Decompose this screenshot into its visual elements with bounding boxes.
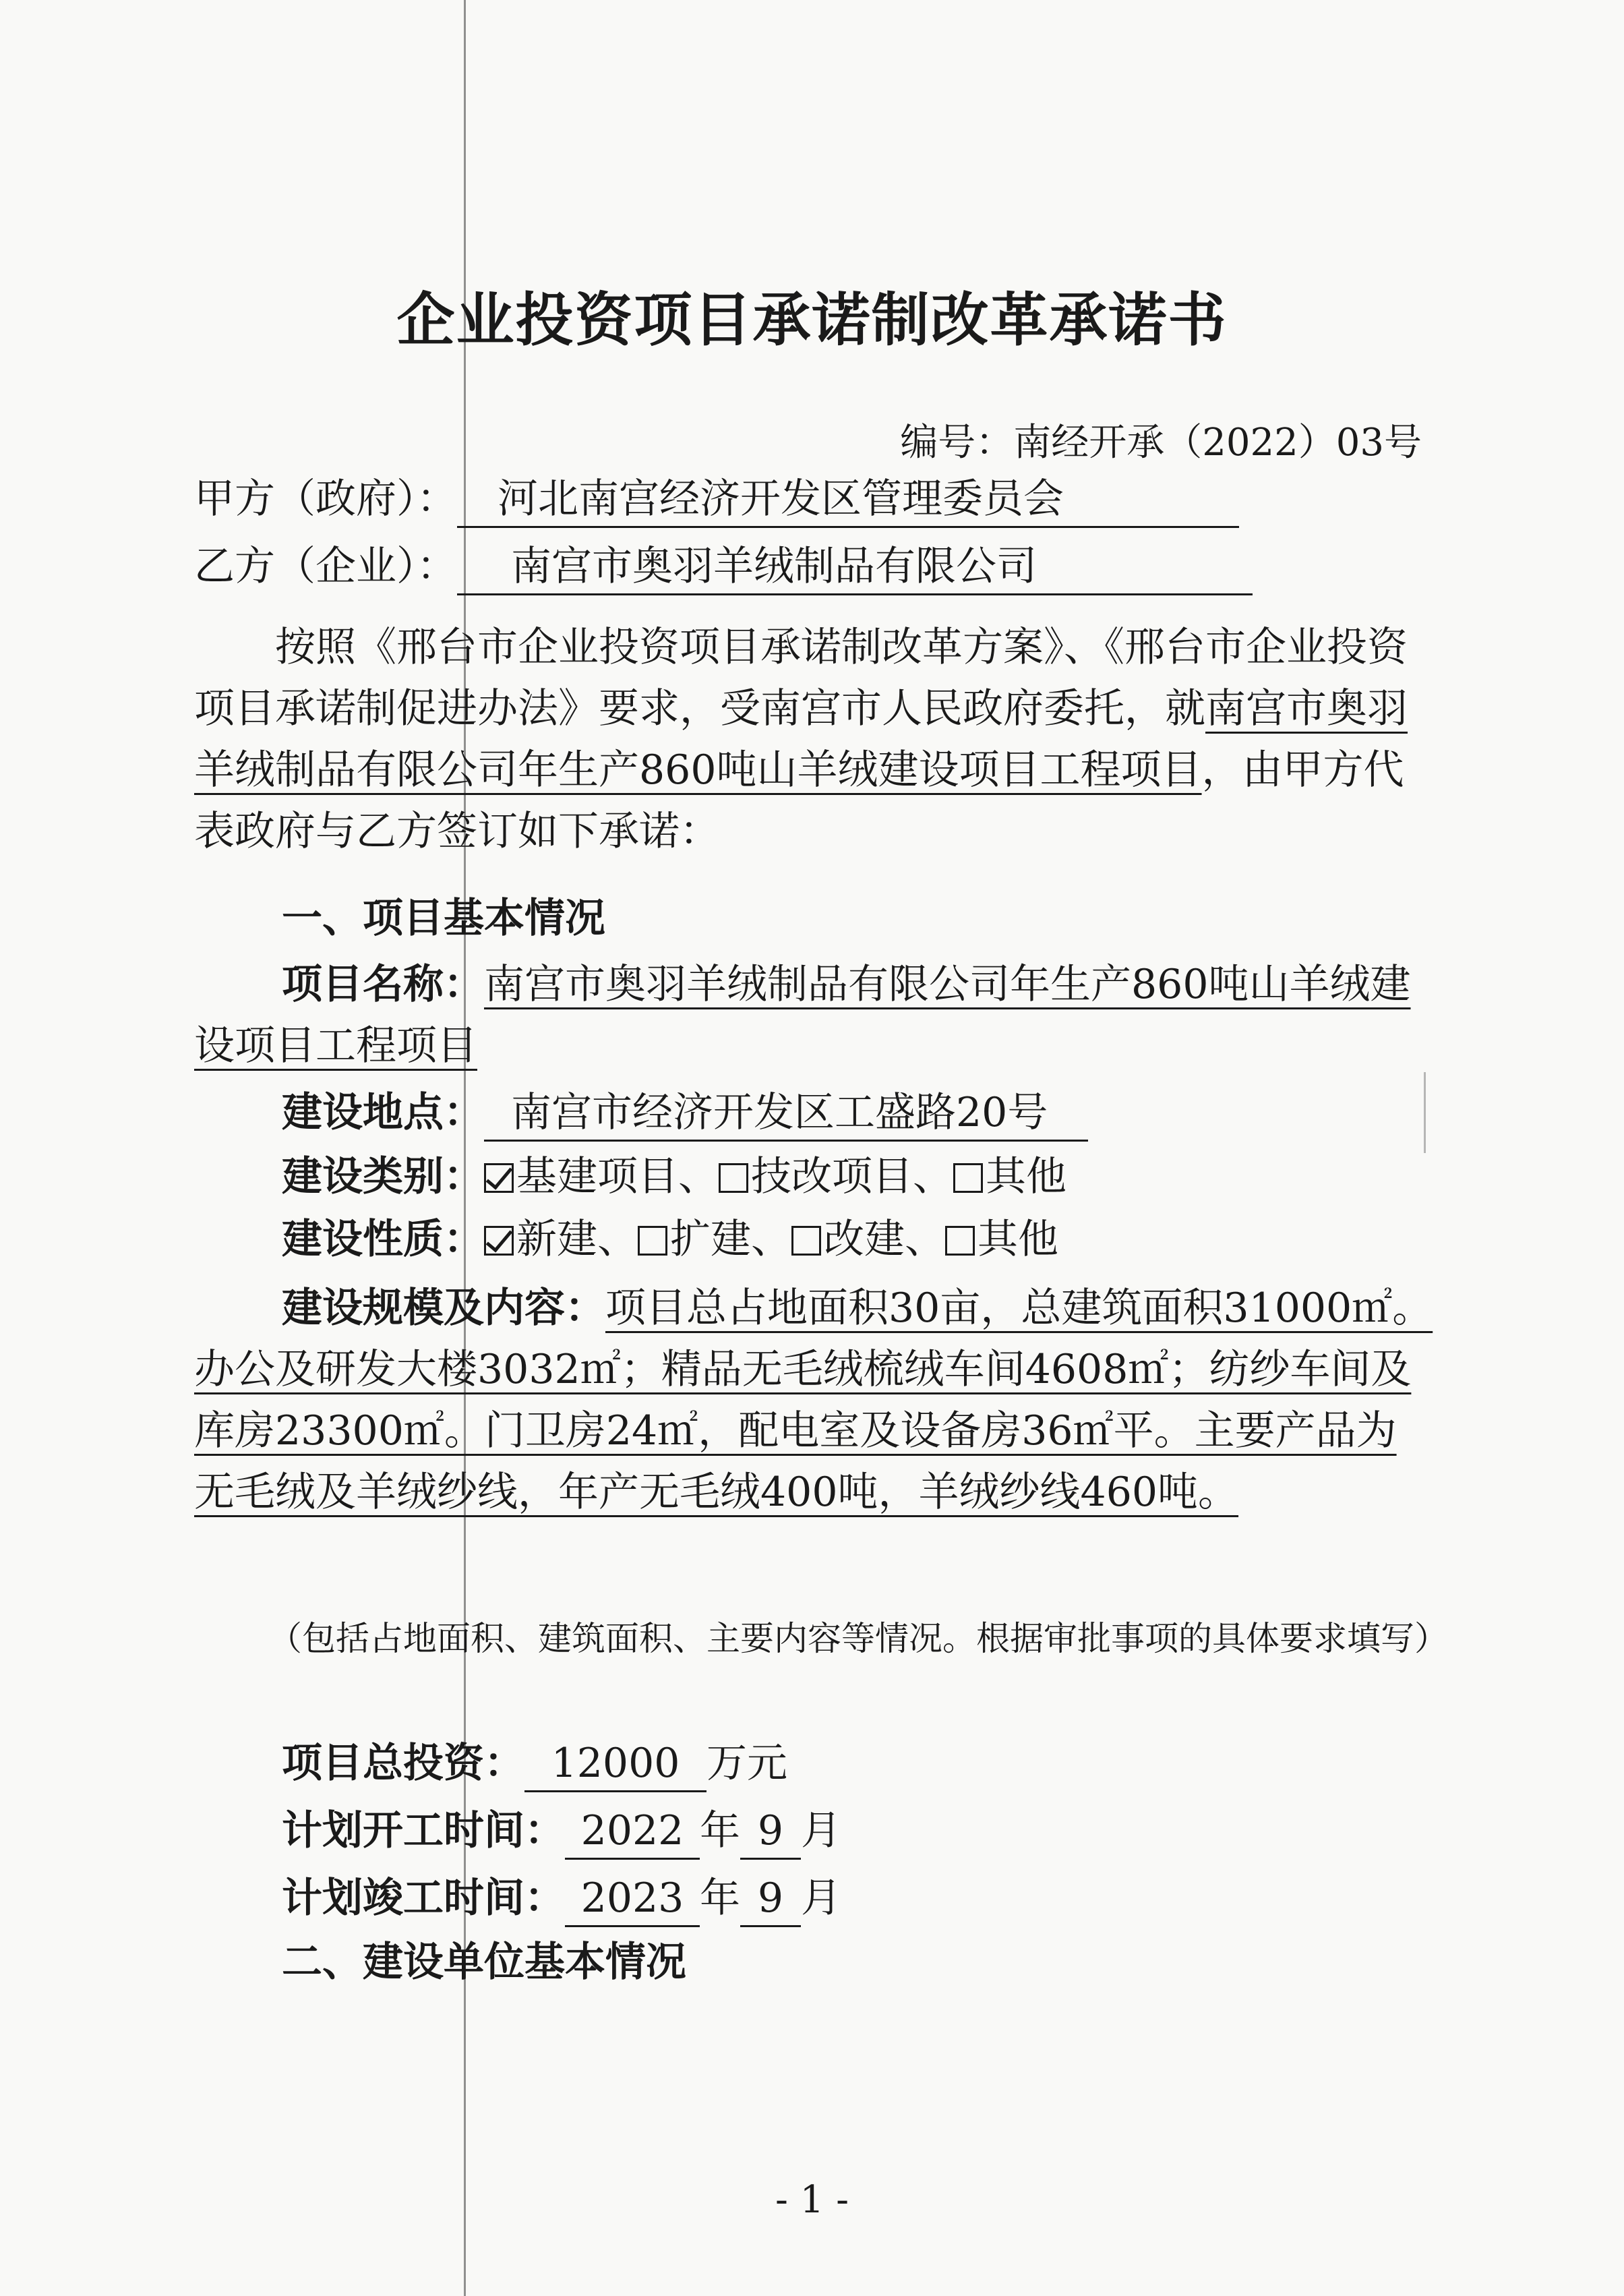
end-year-char: 年 (700, 1875, 740, 1922)
document-number: 编号：南经开承（2022）03号 (900, 421, 1422, 465)
document-title: 企业投资项目承诺制改革承诺书 (396, 287, 1228, 354)
location-value: 南宫市经济开发区工盛路20号 (484, 1092, 1088, 1142)
category-checkbox-2[interactable] (719, 1163, 748, 1193)
party-a-row (194, 475, 1239, 528)
category-label: 建设类别： (282, 1153, 484, 1200)
start-month-char: 月 (801, 1807, 841, 1854)
category-option-label-2: 技改项目、 (751, 1153, 953, 1200)
category-checkbox-3[interactable] (953, 1163, 983, 1193)
start-label: 计划开工时间： (282, 1807, 565, 1854)
location-row (282, 1089, 1088, 1142)
category-options (484, 1153, 1066, 1200)
party-b-value: 南宫市奥羽羊绒制品有限公司 (457, 546, 1253, 595)
investment-unit: 万元 (706, 1740, 787, 1787)
nature-option-label-3: 改建、 (824, 1216, 945, 1263)
scale-row (194, 1278, 1435, 1523)
section-2-heading: 二、建设单位基本情况 (282, 1939, 686, 1986)
category-option-label-1: 基建项目、 (516, 1153, 719, 1200)
nature-label: 建设性质： (282, 1216, 484, 1263)
category-checkbox-1[interactable] (484, 1163, 514, 1193)
end-year: 2023 (565, 1878, 700, 1927)
scale-value: 项目总占地面积30亩，总建筑面积31000㎡。办公及研发大楼3032㎡；精品无毛绒梳绒车间4608㎡；纺纱车间及库房23300㎡。门卫房24㎡，配电室及设备房36㎡平。主要产品为无毛绒及羊绒纱线，年产无毛绒400吨，羊绒纱线460吨。 (194, 1285, 1433, 1516)
page-number: - 1 - (775, 2178, 849, 2222)
investment-row (282, 1740, 787, 1792)
nature-checkbox-3[interactable] (791, 1226, 821, 1256)
nature-option-label-4: 其他 (978, 1216, 1058, 1263)
end-month: 9 (740, 1878, 801, 1927)
end-label: 计划竣工时间： (282, 1875, 565, 1922)
investment-label: 项目总投资： (282, 1740, 524, 1787)
nature-checkbox-1[interactable] (484, 1226, 514, 1256)
party-b-row (194, 543, 1253, 595)
project-name-row (194, 954, 1435, 1077)
nature-checkbox-4[interactable] (945, 1226, 975, 1256)
nature-option-label-2: 扩建、 (670, 1216, 791, 1263)
project-name-label: 项目名称： (282, 961, 484, 1008)
start-year-char: 年 (700, 1807, 740, 1854)
nature-checkbox-2[interactable] (638, 1226, 667, 1256)
party-a-value: 河北南宫经济开发区管理委员会 (457, 479, 1239, 528)
scan-fold-line-2 (1424, 1072, 1426, 1153)
party-a-label: 甲方（政府）： (194, 475, 457, 523)
location-label: 建设地点： (282, 1089, 484, 1136)
intro-tail: ，由甲方代表政府与乙方签订如下承诺： (194, 746, 1404, 855)
category-option-label-3: 其他 (986, 1153, 1066, 1200)
nature-option-label-1: 新建、 (516, 1216, 638, 1263)
intro-lead: 按照《邢台市企业投资项目承诺制改革方案》、《邢台市企业投资项目承诺制促进办法》要求，受南宫市人民政府委托，就 (194, 624, 1408, 732)
section-1-heading: 一、项目基本情况 (282, 895, 605, 942)
end-row (282, 1875, 841, 1927)
nature-row (282, 1216, 1058, 1263)
intro-paragraph (194, 617, 1435, 862)
start-month: 9 (740, 1811, 801, 1860)
scale-label: 建设规模及内容： (282, 1285, 605, 1332)
party-b-label: 乙方（企业）： (194, 543, 457, 590)
nature-options (484, 1216, 1058, 1263)
start-row (282, 1807, 841, 1860)
scale-note: （包括占地面积、建筑面积、主要内容等情况。根据审批事项的具体要求填写） (268, 1619, 1448, 1658)
investment-value: 12000 (524, 1743, 706, 1792)
project-name-value: 南宫市奥羽羊绒制品有限公司年生产860吨山羊绒建设项目工程项目 (194, 961, 1411, 1069)
start-year: 2022 (565, 1811, 700, 1860)
end-month-char: 月 (801, 1875, 841, 1922)
category-row (282, 1153, 1066, 1200)
intro-project: 南宫市奥羽羊绒制品有限公司年生产860吨山羊绒建设项目工程项目 (194, 685, 1408, 794)
